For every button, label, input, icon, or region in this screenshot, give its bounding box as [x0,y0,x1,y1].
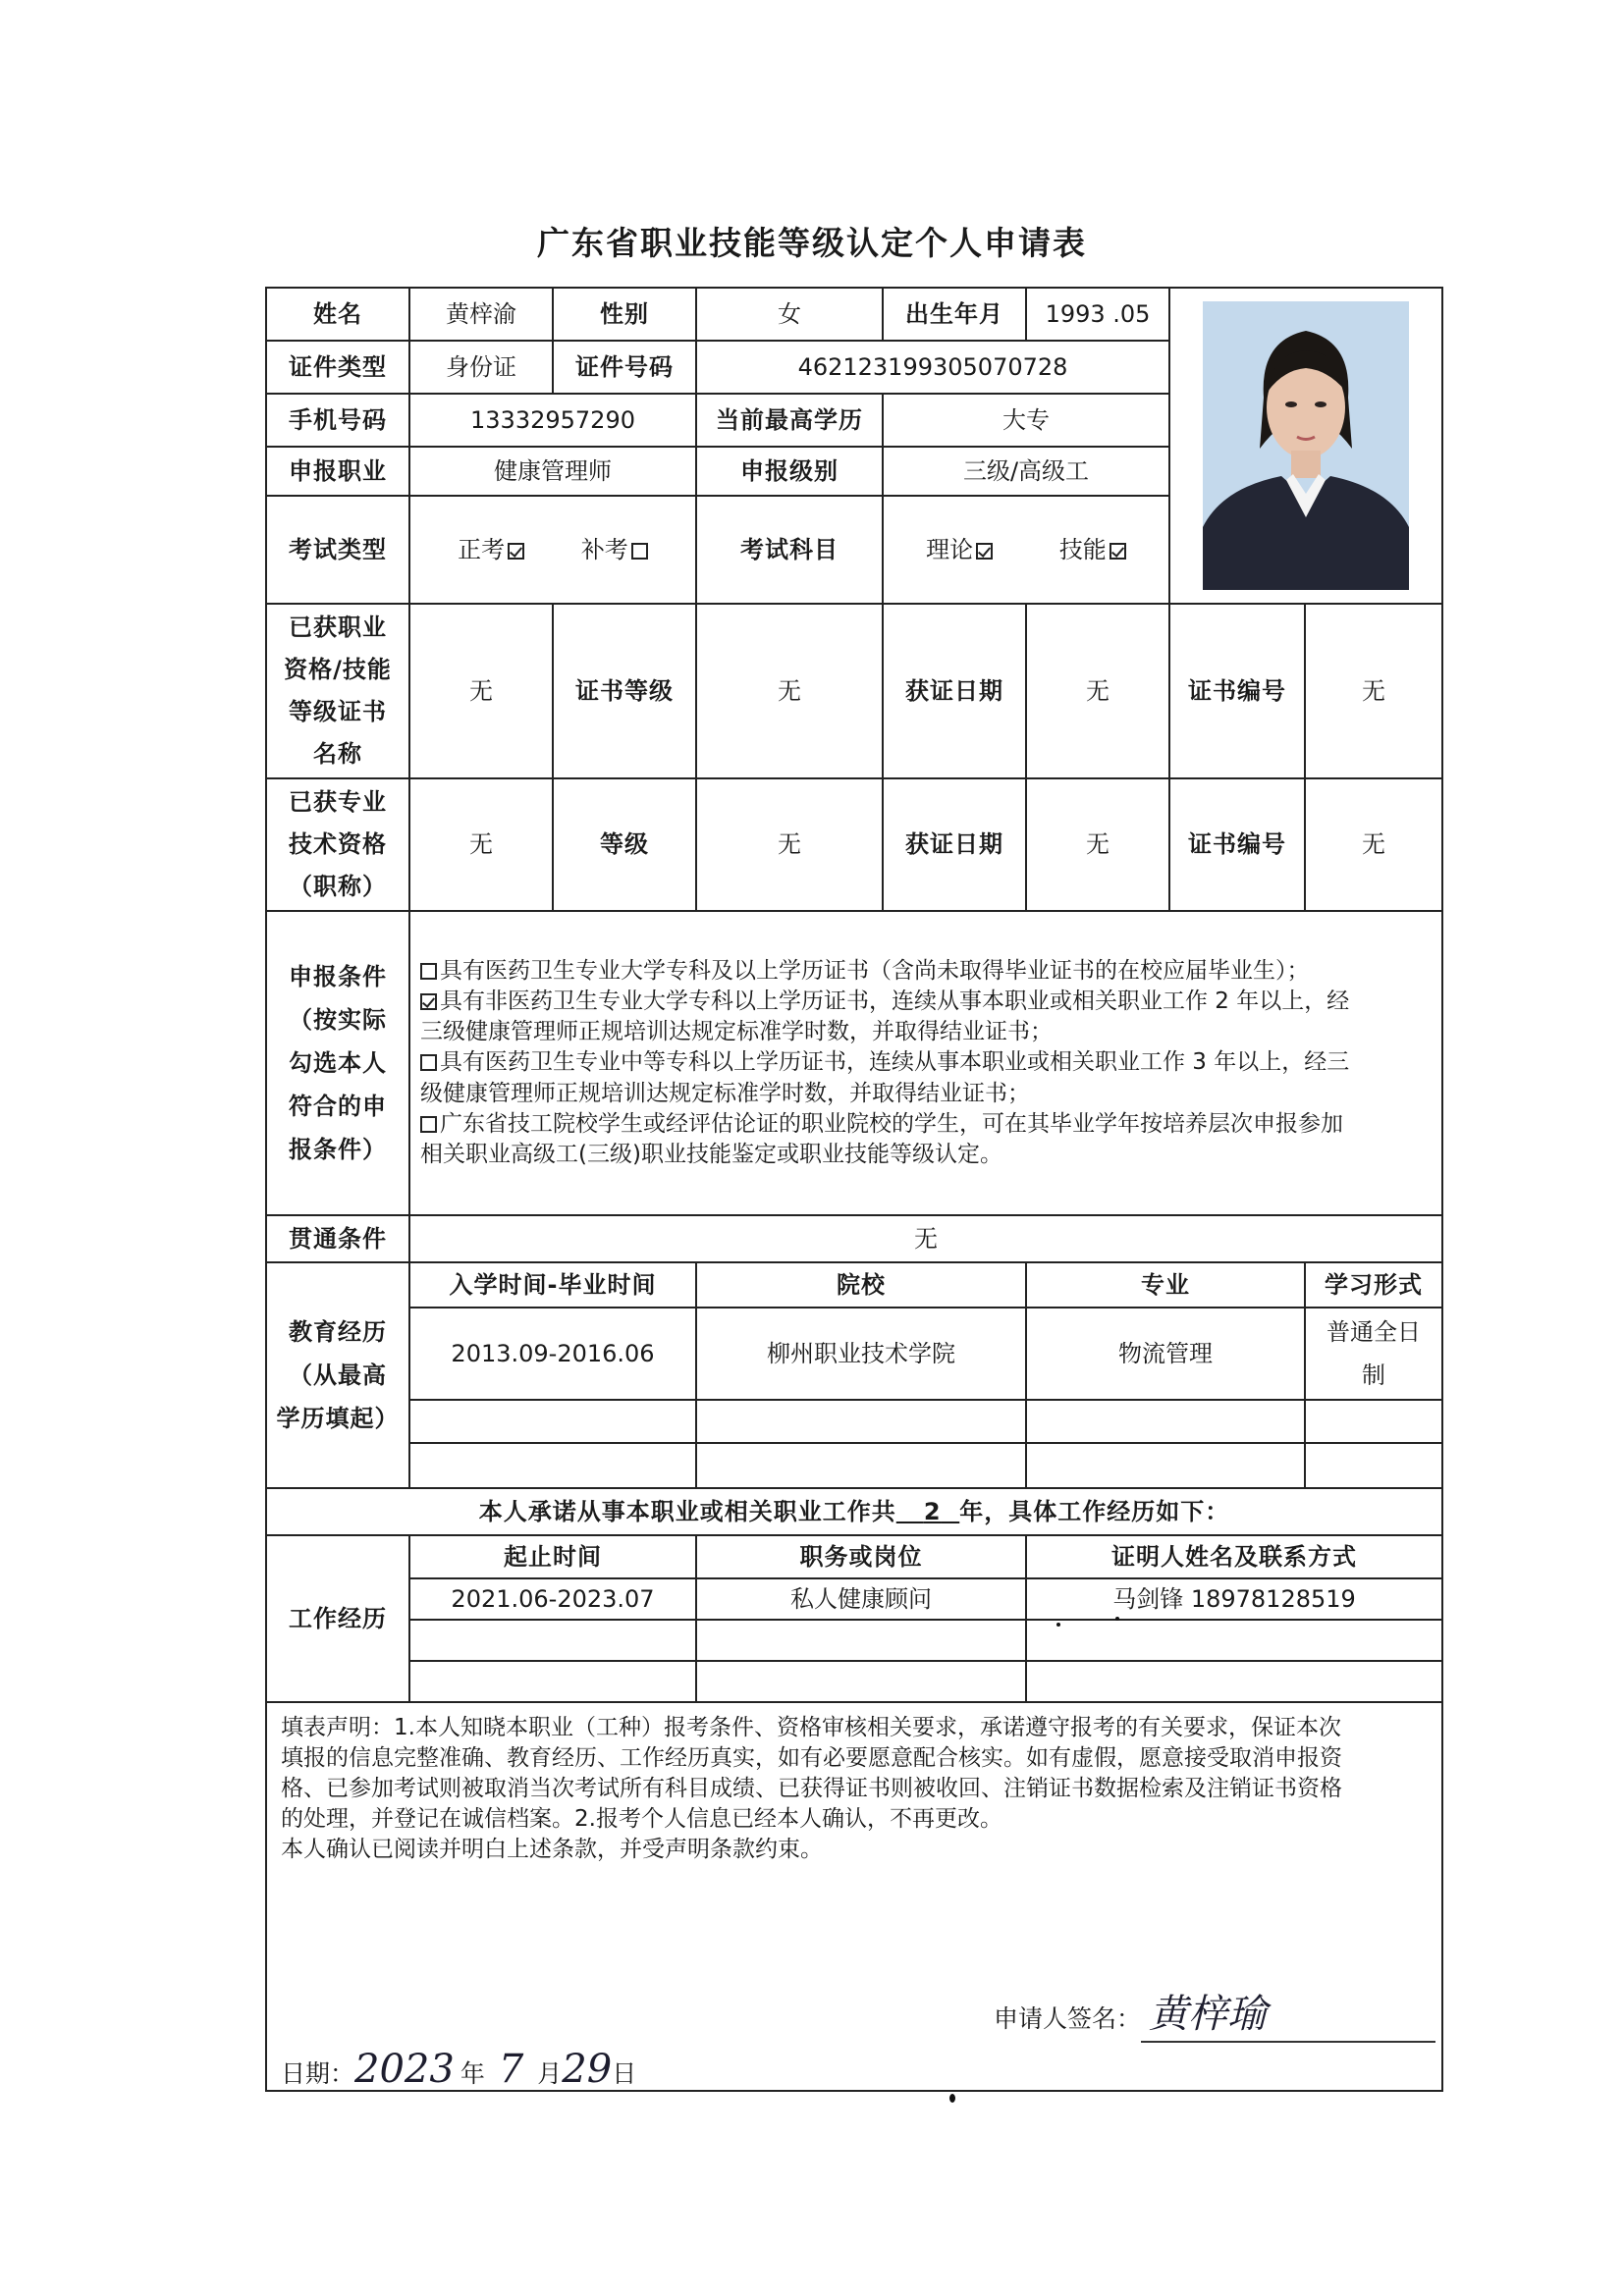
date-year-unit: 年 [460,2059,485,2088]
cert2-label-line: 已获专业 [289,788,387,816]
theory-label: 理论 [926,535,974,563]
exam-makeup-option[interactable] [581,536,648,563]
declaration-line: 的处理，并登记在诚信档案。2.报考个人信息已经本人确认，不再更改。 [281,1806,1002,1833]
work-empty-cell[interactable] [409,1620,696,1661]
id-no-value[interactable]: 462123199305070728 [696,341,1169,394]
edu-mode-value[interactable] [1305,1308,1442,1400]
education-label [266,1262,409,1488]
commit-suffix: 年，具体工作经历如下： [959,1497,1230,1525]
edu-col-time: 入学时间-毕业时间 [409,1262,696,1308]
id-type-label: 证件类型 [266,341,409,394]
skill-checkbox[interactable] [1110,543,1126,560]
education-level-value[interactable]: 大专 [883,394,1169,447]
work-empty-cell[interactable] [1026,1661,1442,1702]
commit-years[interactable]: 2 [923,1497,942,1525]
level-value[interactable]: 三级/高级工 [883,447,1169,496]
condition-checkbox[interactable] [420,963,437,980]
page-title: 广东省职业技能等级认定个人申请表 [537,224,1087,262]
work-col-witness: 证明人姓名及联系方式 [1026,1535,1442,1578]
gender-label: 性别 [553,288,696,341]
table-row [266,1400,1442,1443]
cert1-label-line: 等级证书 [289,698,387,725]
skill-option[interactable] [1059,536,1126,563]
exam-regular-checkbox[interactable] [508,543,524,560]
cert2-label [266,778,409,911]
work-empty-cell[interactable] [409,1661,696,1702]
cert1-label-line: 名称 [313,740,362,768]
edu-time-value[interactable]: 2013.09-2016.06 [409,1308,696,1400]
edu-school-value[interactable]: 柳州职业技术学院 [696,1308,1026,1400]
table-row [266,1661,1442,1702]
commit-prefix: 本人承诺从事本职业或相关职业工作共 [478,1497,896,1525]
exam-regular-option[interactable] [458,536,524,563]
condition-item[interactable] [420,987,1432,1017]
conditions-label-line: 符合的申 [289,1093,387,1120]
condition-text: 具有非医药卫生专业大学专科以上学历证书，连续从事本职业或相关职业工作 2 年以上，经 [440,988,1350,1015]
condition-text: 广东省技工院校学生或经评估论证的职业院校的学生，可在其毕业学年按培养层次申报参加 [440,1110,1343,1137]
cert2-grade-label: 等级 [553,778,696,911]
declaration-line: 填表声明：1.本人知晓本职业（工种）报考条件、资格审核相关要求，承诺遵守报考的有关要求，保证本次 [281,1715,1341,1740]
cert1-date-value[interactable]: 无 [1026,604,1169,778]
condition-checkbox[interactable] [420,993,437,1010]
cert1-label-line: 资格/技能 [284,656,392,683]
declaration [266,1702,1442,2091]
cert2-no-label: 证书编号 [1169,778,1305,911]
date-area [281,2043,636,2091]
conditions-list [409,911,1442,1215]
edu-empty-cell[interactable] [409,1443,696,1488]
cert1-date-label: 获证日期 [883,604,1026,778]
signature-area [994,1988,1267,2041]
declaration-line: 本人确认已阅读并明白上述条款，并受声明条款约束。 [281,1837,823,1863]
edu-mode-line: 普通全日 [1326,1318,1421,1346]
edu-empty-cell[interactable] [409,1400,696,1443]
condition-text: 具有医药卫生专业大学专科及以上学历证书（含尚未取得毕业证书的在校应届毕业生）； [440,958,1310,985]
edu-empty-cell[interactable] [696,1400,1026,1443]
conditions-label [266,911,409,1215]
edu-empty-cell[interactable] [1305,1443,1442,1488]
birth-label: 出生年月 [883,288,1026,341]
through-label: 贯通条件 [266,1215,409,1262]
theory-checkbox[interactable] [976,543,993,560]
birth-value[interactable]: 1993 .05 [1026,288,1169,341]
date-month-unit: 月 [537,2059,563,2088]
table-row [266,1308,1442,1400]
phone-value[interactable]: 13332957290 [409,394,696,447]
occupation-value[interactable]: 健康管理师 [409,447,696,496]
ink-speck [1115,1617,1119,1621]
applicant-photo [1203,301,1409,590]
conditions-label-line: （按实际 [289,1006,387,1034]
work-position-value[interactable]: 私人健康顾问 [696,1578,1026,1620]
work-empty-cell[interactable] [696,1620,1026,1661]
education-level-label: 当前最高学历 [696,394,883,447]
through-value[interactable]: 无 [409,1215,1442,1262]
condition-text: 具有医药卫生专业中等专科以上学历证书，连续从事本职业或相关职业工作 3 年以上，经三 [440,1049,1350,1076]
phone-label: 手机号码 [266,394,409,447]
edu-empty-cell[interactable] [696,1443,1026,1488]
conditions-label-line: 报条件） [289,1136,387,1163]
table-row [266,1578,1442,1620]
cert1-grade-label: 证书等级 [553,604,696,778]
condition-text-continued: 三级健康管理师正规培训达规定标准学时数，并取得结业证书； [420,1019,1053,1045]
education-label-line: 学历填起） [276,1405,400,1432]
exam-makeup-label: 补考 [580,535,628,563]
signature-label: 申请人签名： [994,2004,1142,2033]
cert2-grade-value[interactable]: 无 [696,778,883,911]
condition-text-continued: 级健康管理师正规培训达规定标准学时数，并取得结业证书； [420,1080,1030,1106]
cert1-name-value[interactable]: 无 [409,604,553,778]
date-label: 日期： [281,2059,355,2088]
level-label: 申报级别 [696,447,883,496]
edu-col-major: 专业 [1026,1262,1305,1308]
declaration-line: 格、已参加考试则被取消当次考试所有科目成绩、已获得证书则被收回、注销证书数据检索及注销证书资格 [281,1776,1342,1802]
cert2-no-value[interactable]: 无 [1305,778,1442,911]
condition-item[interactable] [420,1109,1432,1140]
cert1-no-label: 证书编号 [1169,604,1305,778]
cert2-date-value[interactable]: 无 [1026,778,1169,911]
edu-col-mode: 学习形式 [1305,1262,1442,1308]
education-label-line: 教育经历 [289,1318,387,1346]
name-value[interactable]: 黄梓渝 [409,288,553,341]
occupation-label: 申报职业 [266,447,409,496]
edu-empty-cell[interactable] [1026,1443,1305,1488]
date-day-unit: 日 [612,2059,637,2088]
cert1-grade-value[interactable]: 无 [696,604,883,778]
cert2-label-line: （职称） [289,873,387,900]
work-commitment [266,1488,1442,1535]
edu-mode-line: 制 [1362,1362,1385,1389]
date-year[interactable]: 2023 [354,2047,455,2091]
education-label-line: （从最高 [289,1362,387,1389]
ink-speck [949,2094,955,2103]
condition-item[interactable] [420,1047,1432,1078]
conditions-label-line: 申报条件 [289,963,387,990]
work-witness-value[interactable]: 马剑锋 18978128519 [1026,1578,1442,1620]
exam-subject-label: 考试科目 [696,496,883,604]
condition-text-continued: 相关职业高级工(三级)职业技能鉴定或职业技能等级认定。 [420,1141,1002,1167]
exam-makeup-checkbox[interactable] [631,543,648,560]
cert1-label-line: 已获职业 [289,614,387,641]
conditions-label-line: 勾选本人 [289,1049,387,1077]
exam-regular-label: 正考 [458,535,506,563]
work-empty-cell[interactable] [1026,1620,1442,1661]
photo-cell [1169,288,1442,604]
date-month[interactable]: 7 [498,2047,524,2091]
name-label: 姓名 [266,288,409,341]
edu-empty-cell[interactable] [1026,1400,1305,1443]
declaration-line: 填报的信息完整准确、教育经历、工作经历真实，如有必要愿意配合核实。如有虚假，愿意接受取消申报资 [281,1745,1342,1772]
condition-item[interactable] [420,956,1432,987]
id-type-value[interactable]: 身份证 [409,341,553,394]
exam-subject-options [883,496,1169,604]
work-col-period: 起止时间 [409,1535,696,1578]
cert2-name-value[interactable]: 无 [409,778,553,911]
cert1-label [266,604,409,778]
condition-checkbox[interactable] [420,1116,437,1133]
condition-checkbox[interactable] [420,1054,437,1071]
application-form [265,287,1443,2092]
gender-value[interactable]: 女 [696,288,883,341]
work-period-value[interactable]: 2021.06-2023.07 [409,1578,696,1620]
signature-line [1141,2041,1435,2043]
theory-option[interactable] [926,536,993,563]
cert2-date-label: 获证日期 [883,778,1026,911]
edu-col-school: 院校 [696,1262,1026,1308]
exam-type-options [409,496,696,604]
cert2-label-line: 技术资格 [289,830,387,858]
id-no-label: 证件号码 [553,341,696,394]
applicant-signature[interactable]: 黄梓瑜 [1148,1992,1267,2037]
edu-major-value[interactable]: 物流管理 [1026,1308,1305,1400]
table-row [266,1443,1442,1488]
date-day[interactable]: 29 [562,2047,613,2091]
table-row [266,1620,1442,1661]
exam-type-label: 考试类型 [266,496,409,604]
cert1-no-value[interactable]: 无 [1305,604,1442,778]
ink-speck [1056,1623,1060,1627]
work-col-position: 职务或岗位 [696,1535,1026,1578]
work-label: 工作经历 [266,1535,409,1702]
edu-empty-cell[interactable] [1305,1400,1442,1443]
skill-label: 技能 [1058,535,1107,563]
work-empty-cell[interactable] [696,1661,1026,1702]
